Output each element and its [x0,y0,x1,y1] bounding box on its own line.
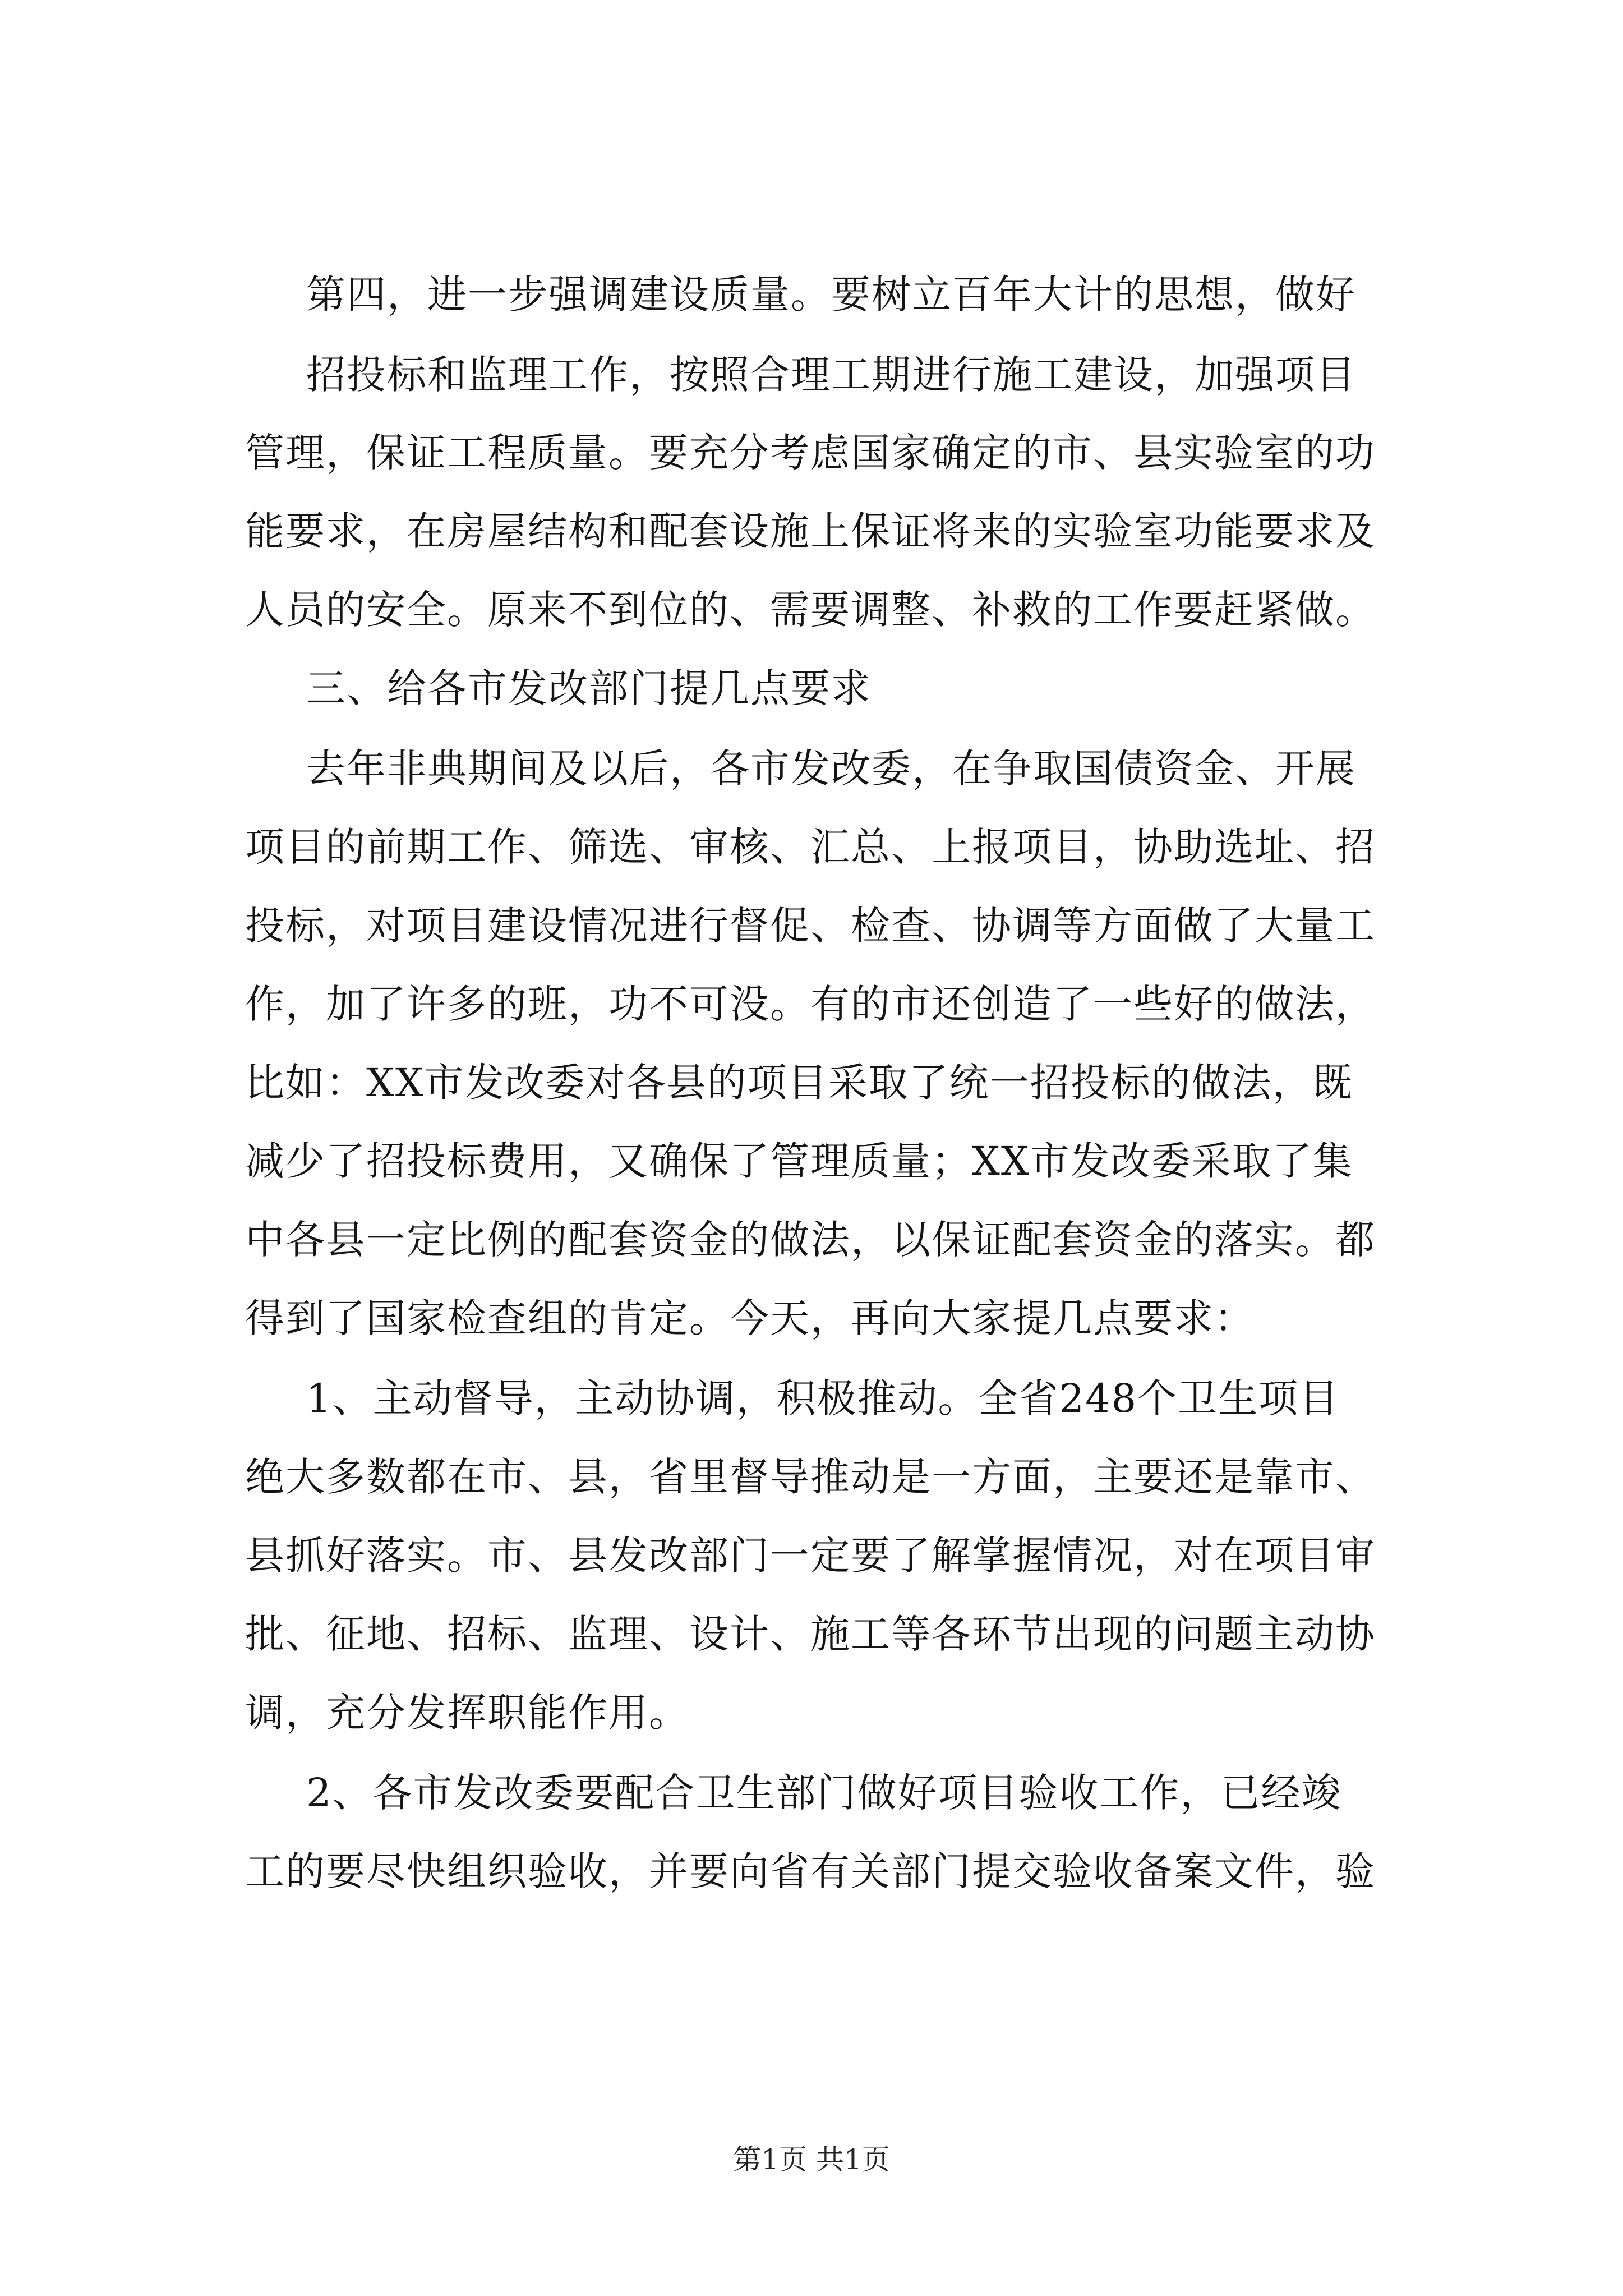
paragraph-line: 作，加了许多的班，功不可没。有的市还创造了一些好的做法， [245,981,1376,1027]
paragraph-line: 去年非典期间及以后，各市发改委，在争取国债资金、开展 [306,746,1356,792]
paragraph-line: 能要求，在房屋结构和配套设施上保证将来的实验室功能要求及 [245,508,1376,554]
paragraph-line: 调，充分发挥职能作用。 [245,1690,689,1736]
paragraph-line: 绝大多数都在市、县，省里督导推动是一方面，主要还是靠市、 [245,1454,1376,1500]
paragraph-line: 招投标和监理工作，按照合理工期进行施工建设，加强项目 [306,352,1356,398]
paragraph-line: 人员的安全。原来不到位的、需要调整、补救的工作要赶紧做。 [245,587,1376,633]
paragraph-line: 得到了国家检查组的肯定。今天，再向大家提几点要求： [245,1295,1255,1341]
paragraph-line: 批、征地、招标、监理、设计、施工等各环节出现的问题主动协 [245,1611,1376,1657]
paragraph-line: 2、各市发改委要配合卫生部门做好项目验收工作，已经竣 [306,1770,1342,1816]
paragraph-line: 第四，进一步强调建设质量。要树立百年大计的思想，做好 [306,272,1356,318]
page-number-footer: 第1页 共1页 [733,2143,890,2176]
paragraph-line: 项目的前期工作、筛选、审核、汇总、上报项目，协助选址、招 [245,824,1376,870]
paragraph-line: 管理，保证工程质量。要充分考虑国家确定的市、县实验室的功 [245,430,1376,476]
paragraph-line: 投标，对项目建设情况进行督促、检查、协调等方面做了大量工 [245,903,1376,949]
paragraph-line: 1、主动督导，主动协调，积极推动。全省248个卫生项目 [306,1375,1340,1421]
section-heading: 三、给各市发改部门提几点要求 [306,665,872,711]
paragraph-line: 县抓好落实。市、县发改部门一定要了解掌握情况，对在项目审 [245,1533,1376,1579]
paragraph-line: 工的要尽快组织验收，并要向省有关部门提交验收备案文件，验 [245,1848,1376,1894]
paragraph-line: 中各县一定比例的配套资金的做法，以保证配套资金的落实。都 [245,1217,1376,1263]
paragraph-line: 减少了招投标费用，又确保了管理质量；XX市发改委采取了集 [245,1138,1353,1184]
paragraph-line: 比如：XX市发改委对各县的项目采取了统一招投标的做法，既 [245,1060,1353,1106]
